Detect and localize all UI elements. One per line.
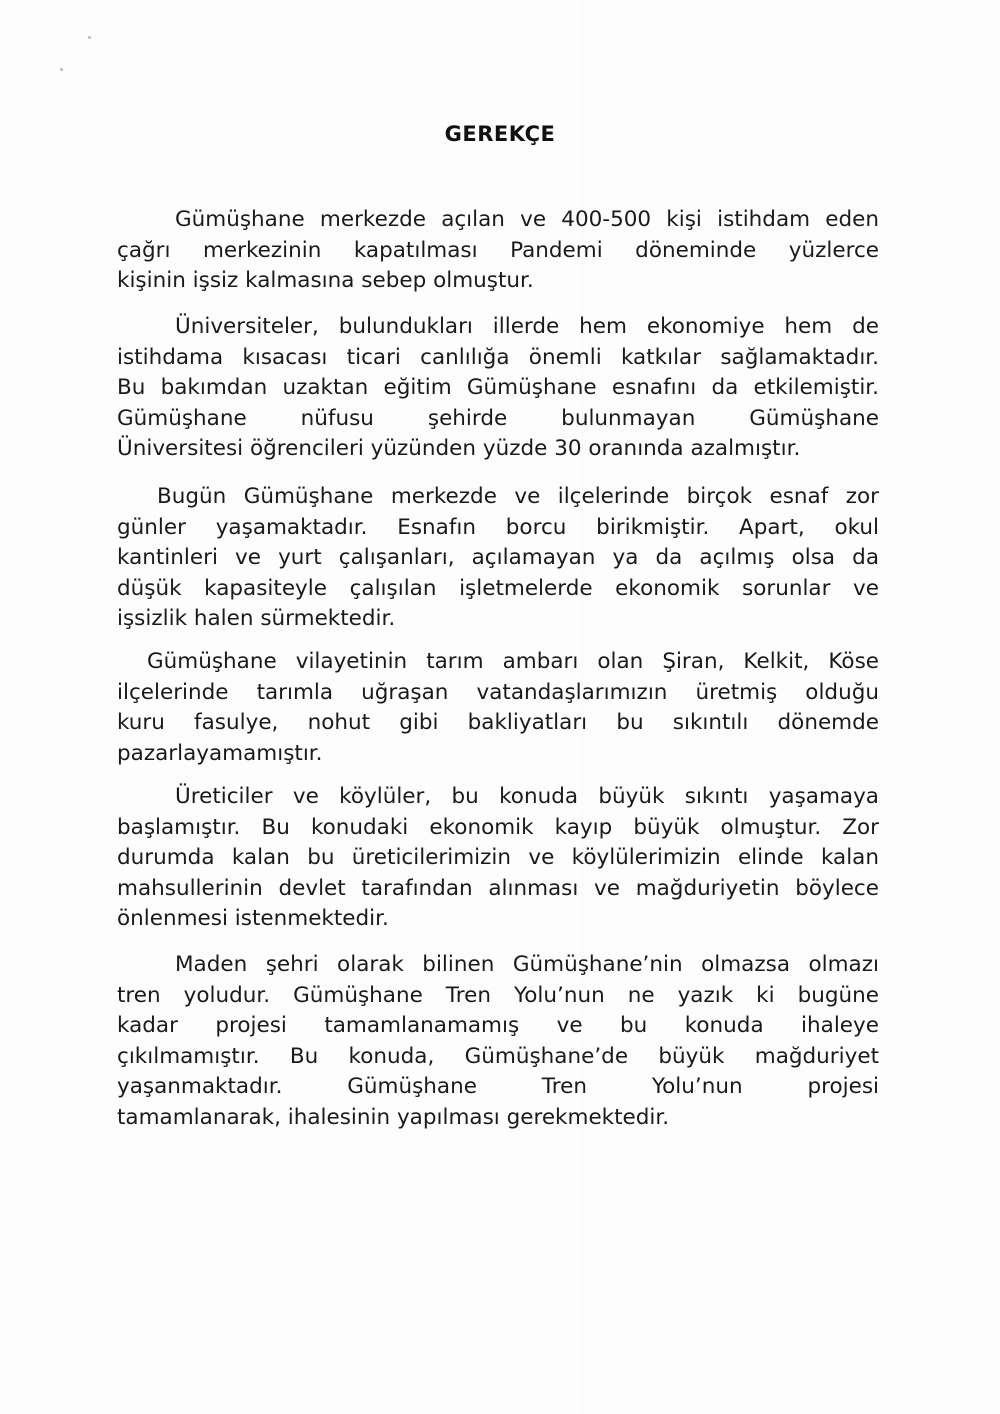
line-text: pazarlayamamıştır. [117,740,323,766]
line-text: tren yoludur. Gümüşhane Tren Yolu’nun ne yazık ki bugüne [117,982,879,1008]
scan-speck [88,36,91,39]
paragraph-line [117,574,879,605]
paragraph-line [117,373,879,404]
paragraph-line [117,678,879,709]
paragraph-line [117,1011,879,1042]
line-text: kuru fasulye, nohut gibi bakliyatları bu sıkıntılı dönemde [117,710,879,735]
paragraph-line [117,1042,879,1073]
paragraph-line [117,236,879,267]
paragraph-line [117,604,879,635]
paragraph-6 [117,950,879,1133]
paragraph-line [117,1103,879,1134]
paragraph-line [117,343,879,374]
paragraph-line [117,904,879,935]
line-text: ilçelerinde tarımla uğraşan vatandaşlarımızın üretmiş olduğu [117,679,879,705]
line-text: çağrı merkezinin kapatılması Pandemi döneminde yüzlerce [117,237,879,263]
line-text: Maden şehri olarak bilinen Gümüşhane’nin olmazsa olmazı [175,952,879,977]
line-text: Bugün Gümüşhane merkezde ve ilçelerinde birçok esnaf zor [157,484,879,509]
paragraph-line [117,874,879,905]
line-text: Üniversitesi öğrencileri yüzünden yüzde 30 oranında azalmıştır. [117,436,801,461]
line-text: Üniversiteler, bulundukları illerde hem ekonomiye hem de [175,314,879,339]
line-text: yaşanmaktadır. Gümüşhane Tren Yolu’nun projesi [117,1074,879,1099]
line-text: işsizlik halen sürmektedir. [117,606,396,631]
line-text: kadar projesi tamamlanamamış ve bu konuda ihaleye [117,1013,879,1038]
line-text: durumda kalan bu üreticilerimizin ve köylülerimizin elinde kalan [117,845,879,870]
paragraph-line [117,843,879,874]
paragraph-line [117,205,879,236]
line-text: Gümüşhane vilayetinin tarım ambarı olan Şiran, Kelkit, Köse [147,649,879,674]
line-text: mahsullerinin devlet tarafından alınması ve mağduriyetin böylece [117,875,879,901]
paragraph-line [117,404,879,435]
paragraph-line [117,739,879,770]
paragraph-line [117,782,879,813]
line-text: kantinleri ve yurt çalışanları, açılamayan ya da açılmış olsa da [117,545,879,570]
paragraph-3 [117,482,879,635]
paragraph-2 [117,312,879,465]
line-text: önlenmesi istenmektedir. [117,906,389,931]
paragraph-line [117,266,879,297]
line-text: Üreticiler ve köylüler, bu konuda büyük sıkıntı yaşamaya [175,784,879,809]
paragraph-line [117,813,879,844]
document-title: GEREKÇE [444,122,556,146]
paragraph-line [117,434,879,465]
line-text: Gümüşhane merkezde açılan ve 400-500 kişi istihdam eden [175,207,879,232]
line-text: istihdama kısacası ticari canlılığa önemli katkılar sağlamaktadır. [117,344,879,370]
line-text: tamamlanarak, ihalesinin yapılması gerekmektedir. [117,1104,670,1130]
line-text: Bu bakımdan uzaktan eğitim Gümüşhane esnafını da etkilemiştir. [117,375,879,400]
paragraph-line [117,513,879,544]
paragraph-line [117,543,879,574]
line-text: başlamıştır. Bu konudaki ekonomik kayıp büyük olmuştur. Zor [117,814,879,840]
paragraph-4 [117,647,879,769]
paragraph-line [117,950,879,981]
line-text: çıkılmamıştır. Bu konuda, Gümüşhane’de büyük mağduriyet [117,1043,879,1069]
paragraph-line [117,312,879,343]
line-text: düşük kapasiteyle çalışılan işletmelerde ekonomik sorunlar ve [117,575,879,601]
paragraph-line [117,482,879,513]
line-text: günler yaşamaktadır. Esnafın borcu birikmiştir. Apart, okul [117,514,879,540]
paragraph-1 [117,205,879,297]
line-text: Gümüşhane nüfusu şehirde bulunmayan Gümüşhane [117,405,879,431]
paragraph-line [117,647,879,678]
paragraph-line [117,981,879,1012]
paragraph-line [117,1072,879,1103]
line-text: kişinin işsiz kalmasına sebep olmuştur. [117,268,534,293]
paragraph-5 [117,782,879,935]
scan-speck [60,68,63,71]
paragraph-line [117,708,879,739]
